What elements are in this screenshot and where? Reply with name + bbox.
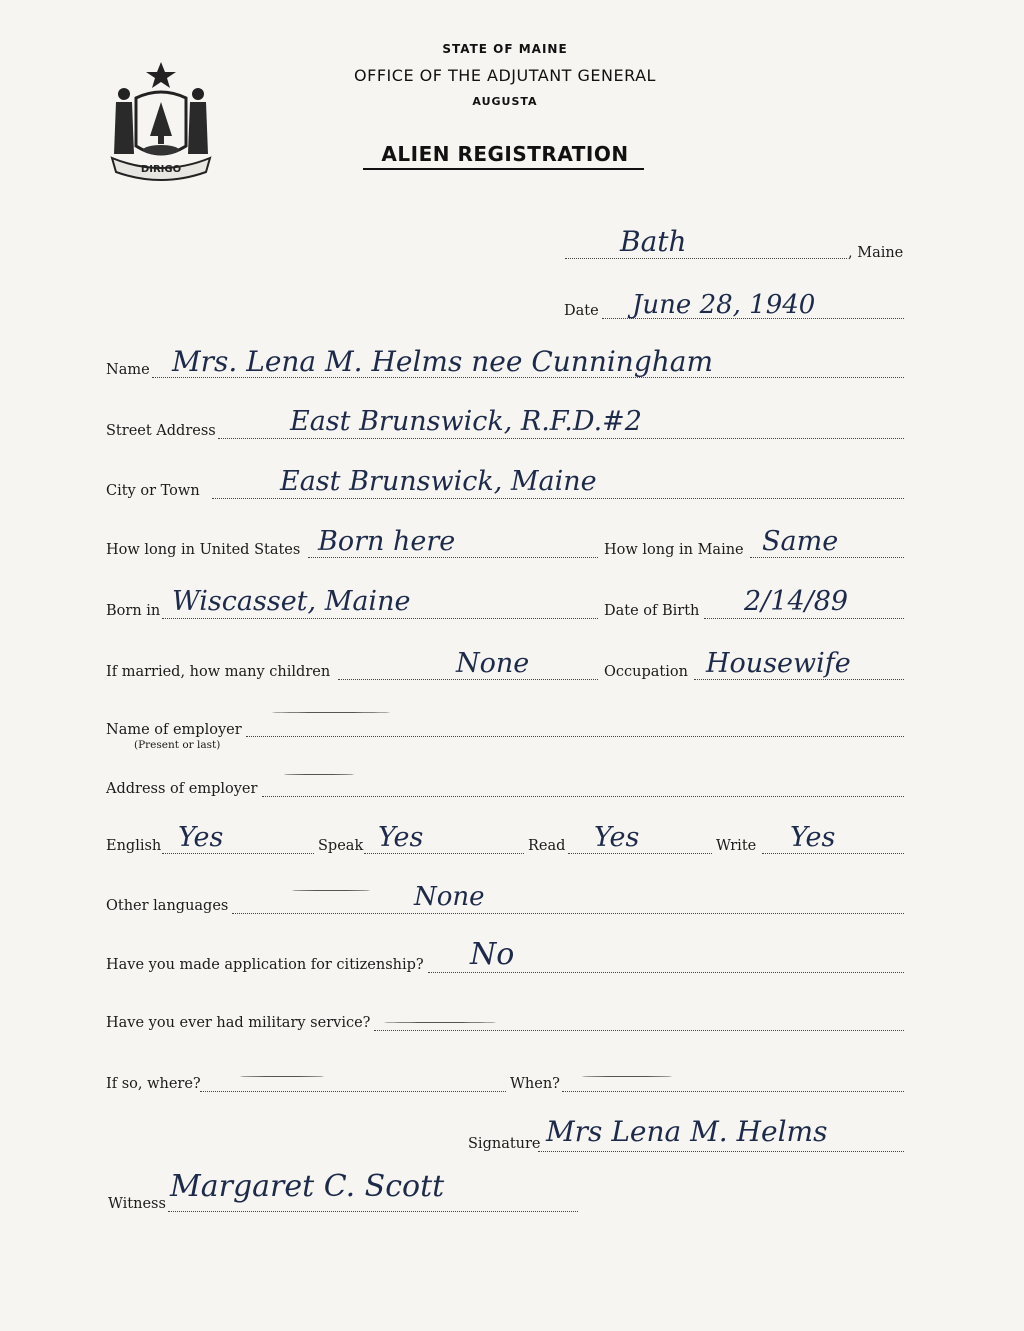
seal-motto: DIRIGO (140, 164, 182, 175)
other-languages-line (232, 913, 904, 914)
city-or-town-label: City or Town (106, 483, 200, 499)
town-line (565, 258, 847, 259)
english-value: Yes (178, 822, 224, 853)
street-address-line (218, 438, 904, 439)
how-long-maine-value: Same (762, 526, 839, 557)
signature-value: Mrs Lena M. Helms (546, 1115, 828, 1148)
address-of-employer-line (262, 796, 904, 797)
english-label: English (106, 838, 162, 854)
write-line (762, 853, 904, 854)
form-title: ALIEN REGISTRATION (381, 142, 629, 166)
citizenship-label: Have you made application for citizenship? (106, 957, 424, 973)
date-of-birth-value: 2/14/89 (744, 586, 849, 617)
occupation-line (694, 679, 904, 680)
date-of-birth-line (704, 618, 904, 619)
military-line (374, 1030, 904, 1031)
present-or-last-note: (Present or last) (134, 739, 221, 751)
other-languages-value: None (414, 882, 485, 912)
how-long-us-label: How long in United States (106, 542, 301, 558)
employer-address-blank-mark (284, 774, 354, 775)
other-languages-blank-mark (292, 890, 370, 891)
military-label: Have you ever had military service? (106, 1015, 371, 1031)
town-value: Bath (620, 225, 687, 258)
born-in-line (162, 618, 598, 619)
where-blank-mark (240, 1076, 324, 1077)
occupation-value: Housewife (706, 648, 851, 679)
born-in-label: Born in (106, 603, 161, 619)
citizenship-line (428, 972, 904, 973)
citizenship-value: No (470, 937, 515, 972)
read-value: Yes (594, 822, 640, 853)
children-value: None (456, 648, 530, 679)
speak-label: Speak (318, 838, 364, 854)
other-languages-label: Other languages (106, 898, 229, 914)
name-of-employer-line (246, 736, 904, 737)
town-suffix-label: , Maine (848, 245, 904, 261)
married-children-label: If married, how many children (106, 664, 331, 680)
witness-label: Witness (108, 1196, 166, 1212)
witness-value: Margaret C. Scott (170, 1169, 445, 1204)
signature-label: Signature (468, 1136, 541, 1152)
date-value: June 28, 1940 (632, 290, 816, 320)
read-label: Read (528, 838, 566, 854)
street-address-value: East Brunswick, R.F.D.#2 (290, 406, 642, 437)
born-in-value: Wiscasset, Maine (172, 586, 411, 617)
when-label: When? (510, 1076, 560, 1092)
married-children-line (338, 679, 598, 680)
name-of-employer-label: Name of employer (106, 722, 242, 738)
if-so-where-line (200, 1091, 506, 1092)
city-or-town-line (212, 498, 904, 499)
speak-value: Yes (378, 822, 424, 853)
how-long-us-line (308, 557, 598, 558)
how-long-us-value: Born here (318, 526, 456, 557)
office-heading: OFFICE OF THE ADJUTANT GENERAL (354, 66, 656, 85)
speak-line (364, 853, 524, 854)
witness-line (168, 1211, 578, 1212)
if-so-where-label: If so, where? (106, 1076, 201, 1092)
employer-blank-mark (272, 712, 390, 713)
city-heading: AUGUSTA (472, 95, 538, 108)
name-label: Name (106, 362, 150, 378)
city-or-town-value: East Brunswick, Maine (280, 466, 597, 497)
occupation-label: Occupation (604, 664, 688, 680)
signature-line (538, 1151, 904, 1152)
title-underline (363, 168, 644, 170)
read-line (568, 853, 712, 854)
when-line (562, 1091, 904, 1092)
state-seal-icon (106, 58, 216, 182)
state-heading: STATE OF MAINE (442, 42, 568, 56)
date-of-birth-label: Date of Birth (604, 603, 700, 619)
name-value: Mrs. Lena M. Helms nee Cunningham (172, 345, 714, 378)
write-label: Write (716, 838, 757, 854)
how-long-maine-line (750, 557, 904, 558)
when-blank-mark (582, 1076, 672, 1077)
date-label: Date (564, 303, 599, 319)
how-long-maine-label: How long in Maine (604, 542, 744, 558)
address-of-employer-label: Address of employer (106, 781, 258, 797)
english-line (162, 853, 314, 854)
write-value: Yes (790, 822, 836, 853)
military-blank-mark (384, 1022, 496, 1023)
street-address-label: Street Address (106, 423, 216, 439)
